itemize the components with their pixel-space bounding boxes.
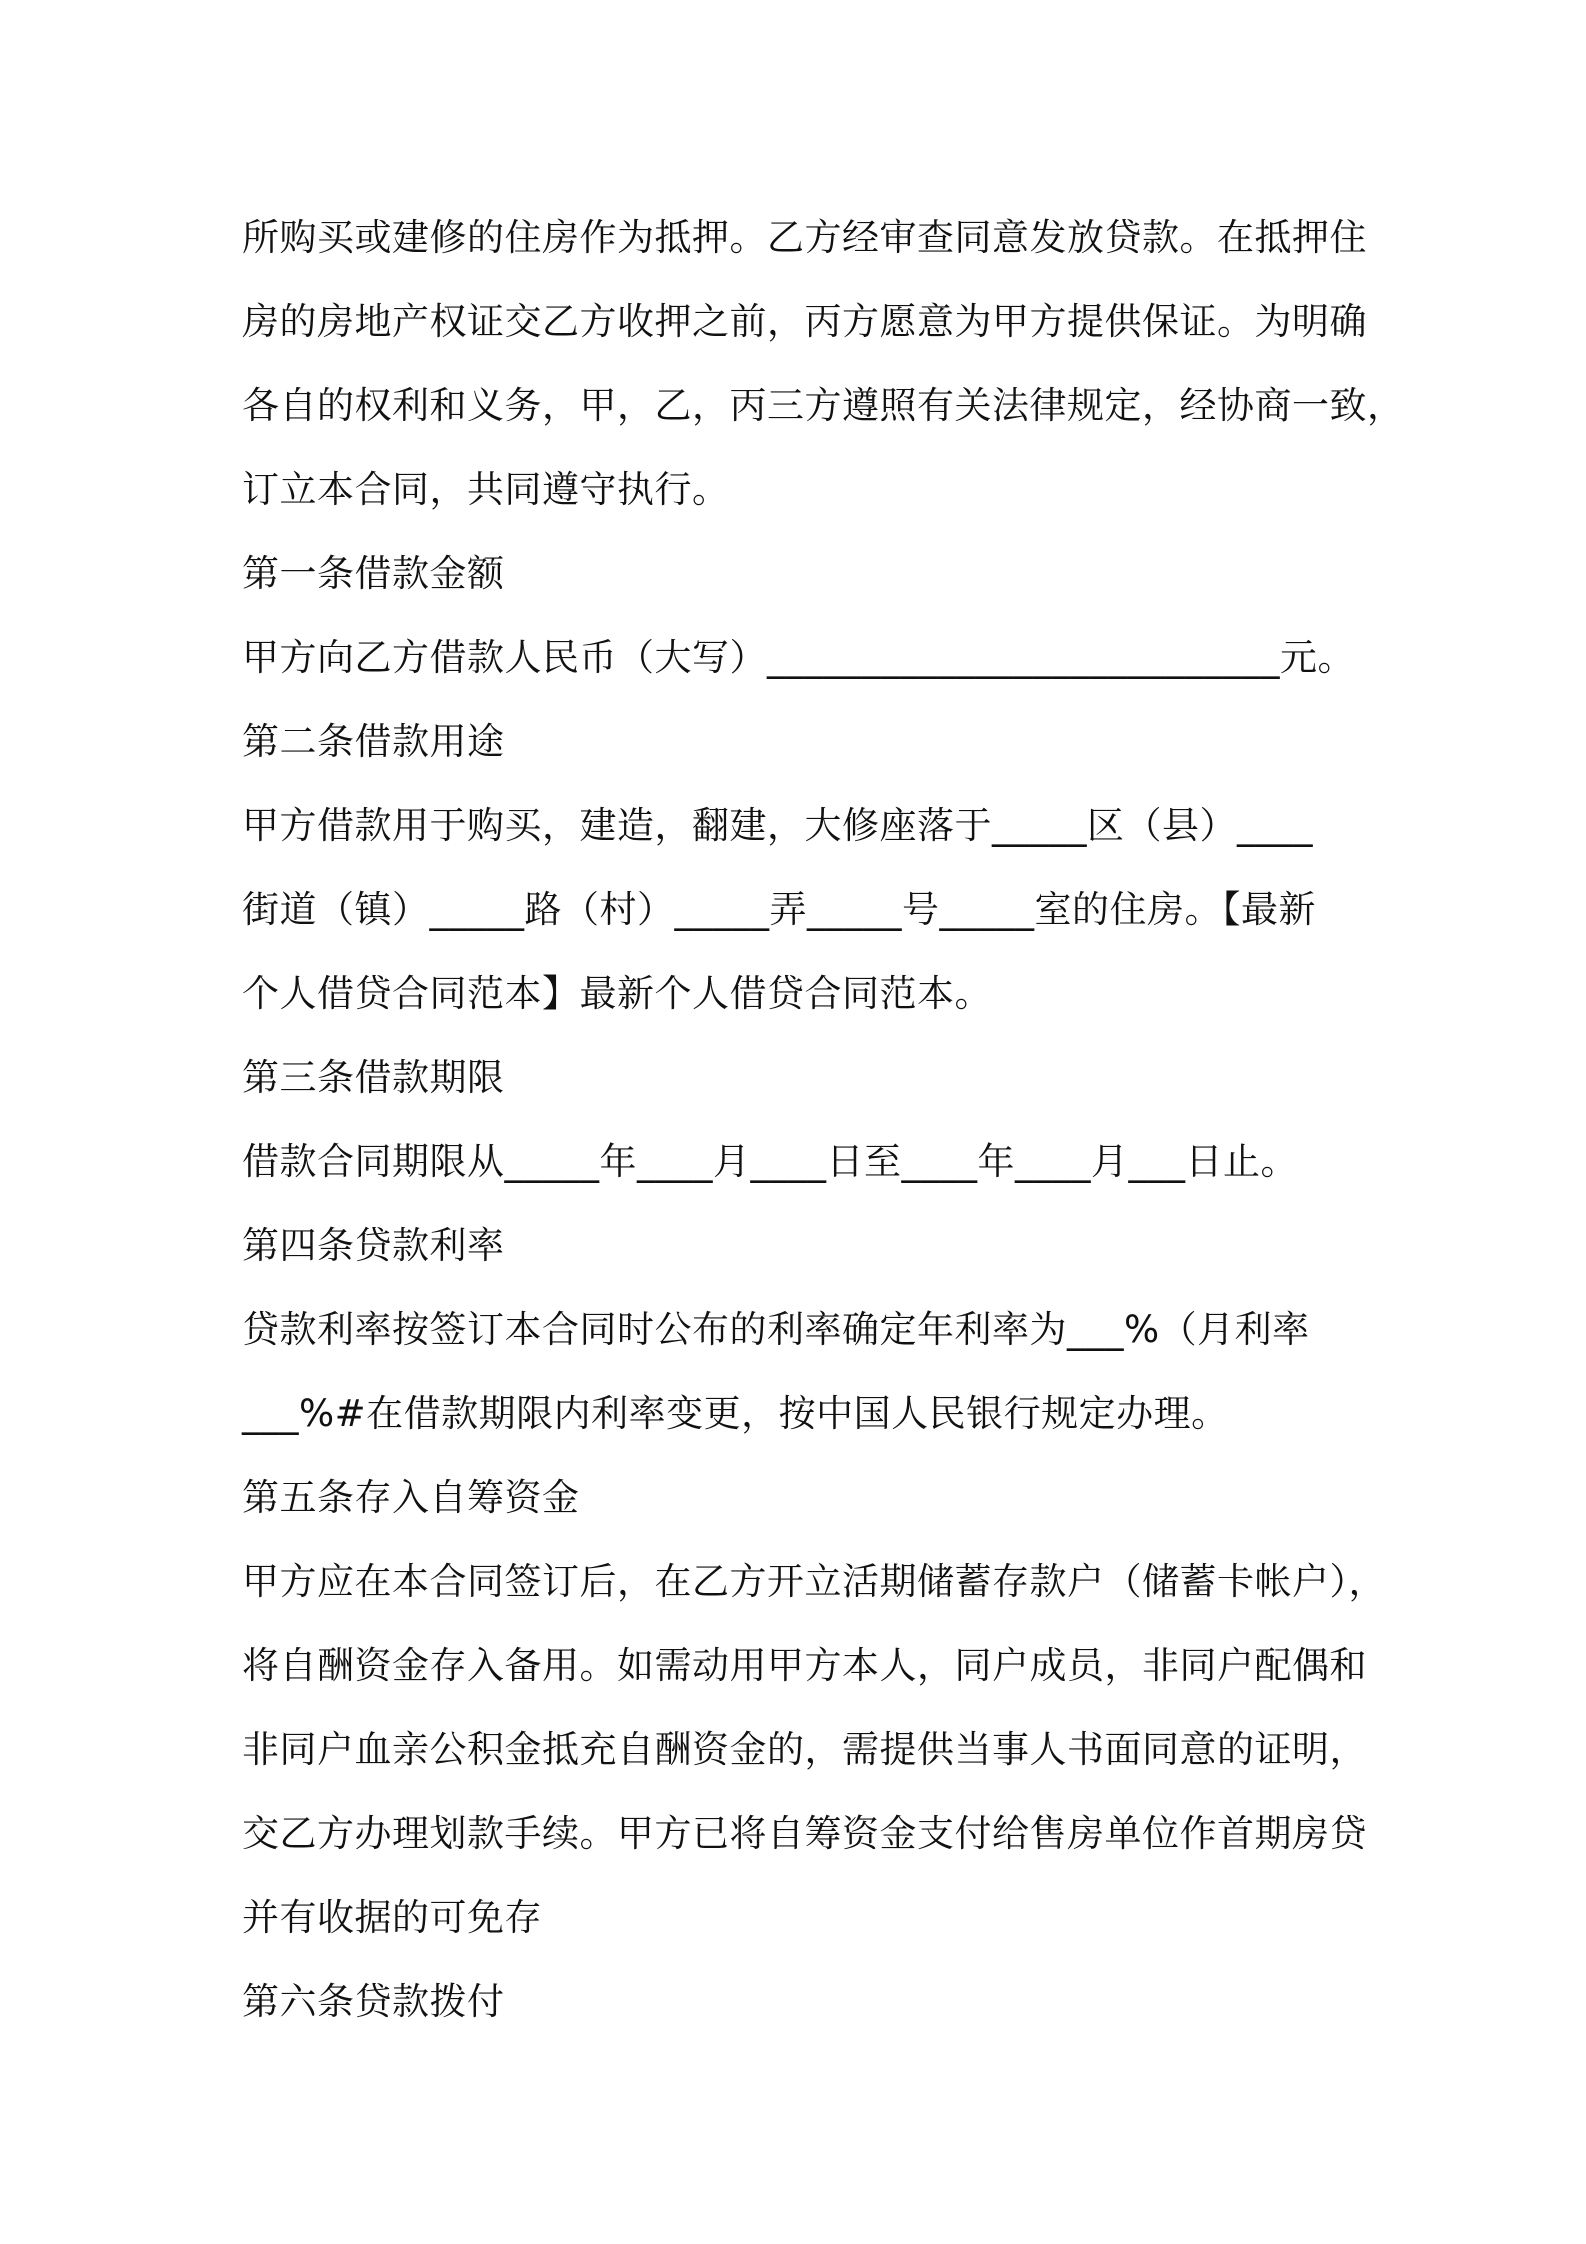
paragraph-line: 订立本合同，共同遵守执行。	[242, 468, 730, 511]
paragraph-line: 所购买或建修的住房作为抵押。乙方经审查同意发放贷款。在抵押住	[242, 216, 1367, 259]
paragraph-line: 甲方应在本合同签订后，在乙方开立活期储蓄存款户（储蓄卡帐户），	[242, 1560, 1386, 1603]
paragraph-line: 各自的权利和义务，甲，乙，丙三方遵照有关法律规定，经协商一致，	[242, 384, 1405, 427]
paragraph-line: 个人借贷合同范本】最新个人借贷合同范本。	[242, 972, 992, 1015]
document-body	[242, 196, 1405, 2044]
paragraph-line: 非同户血亲公积金抵充自酬资金的，需提供当事人书面同意的证明，	[242, 1728, 1367, 1771]
section-heading-loan-amount: 第一条借款金额	[242, 552, 505, 595]
paragraph-line: ___%#在借款期限内利率变更，按中国人民银行规定办理。	[242, 1392, 1229, 1435]
paragraph-line: 房的房地产权证交乙方收押之前，丙方愿意为甲方提供保证。为明确	[242, 300, 1367, 343]
paragraph-line: 将自酬资金存入备用。如需动用甲方本人，同户成员，非同户配偶和	[242, 1644, 1367, 1687]
paragraph-line: 街道（镇）_____路（村）_____弄_____号_____室的住房。【最新	[242, 888, 1316, 931]
section-heading-loan-purpose: 第二条借款用途	[242, 720, 505, 763]
paragraph-line: 甲方借款用于购买，建造，翻建，大修座落于_____区（县）____	[242, 804, 1313, 847]
section-heading-loan-term: 第三条借款期限	[242, 1056, 505, 1099]
section-heading-interest-rate: 第四条贷款利率	[242, 1224, 505, 1267]
paragraph-line: 甲方向乙方借款人民币（大写）___________________________元。	[242, 636, 1355, 679]
paragraph-line: 交乙方办理划款手续。甲方已将自筹资金支付给售房单位作首期房贷	[242, 1812, 1367, 1855]
paragraph-line: 贷款利率按签订本合同时公布的利率确定年利率为___%（月利率	[242, 1308, 1310, 1351]
paragraph-line: 并有收据的可免存	[242, 1896, 542, 1939]
section-heading-self-funds: 第五条存入自筹资金	[242, 1476, 580, 1519]
paragraph-line: 借款合同期限从_____年____月____日至____年____月___日止。	[242, 1140, 1298, 1183]
section-heading-disbursement: 第六条贷款拨付	[242, 1980, 505, 2023]
